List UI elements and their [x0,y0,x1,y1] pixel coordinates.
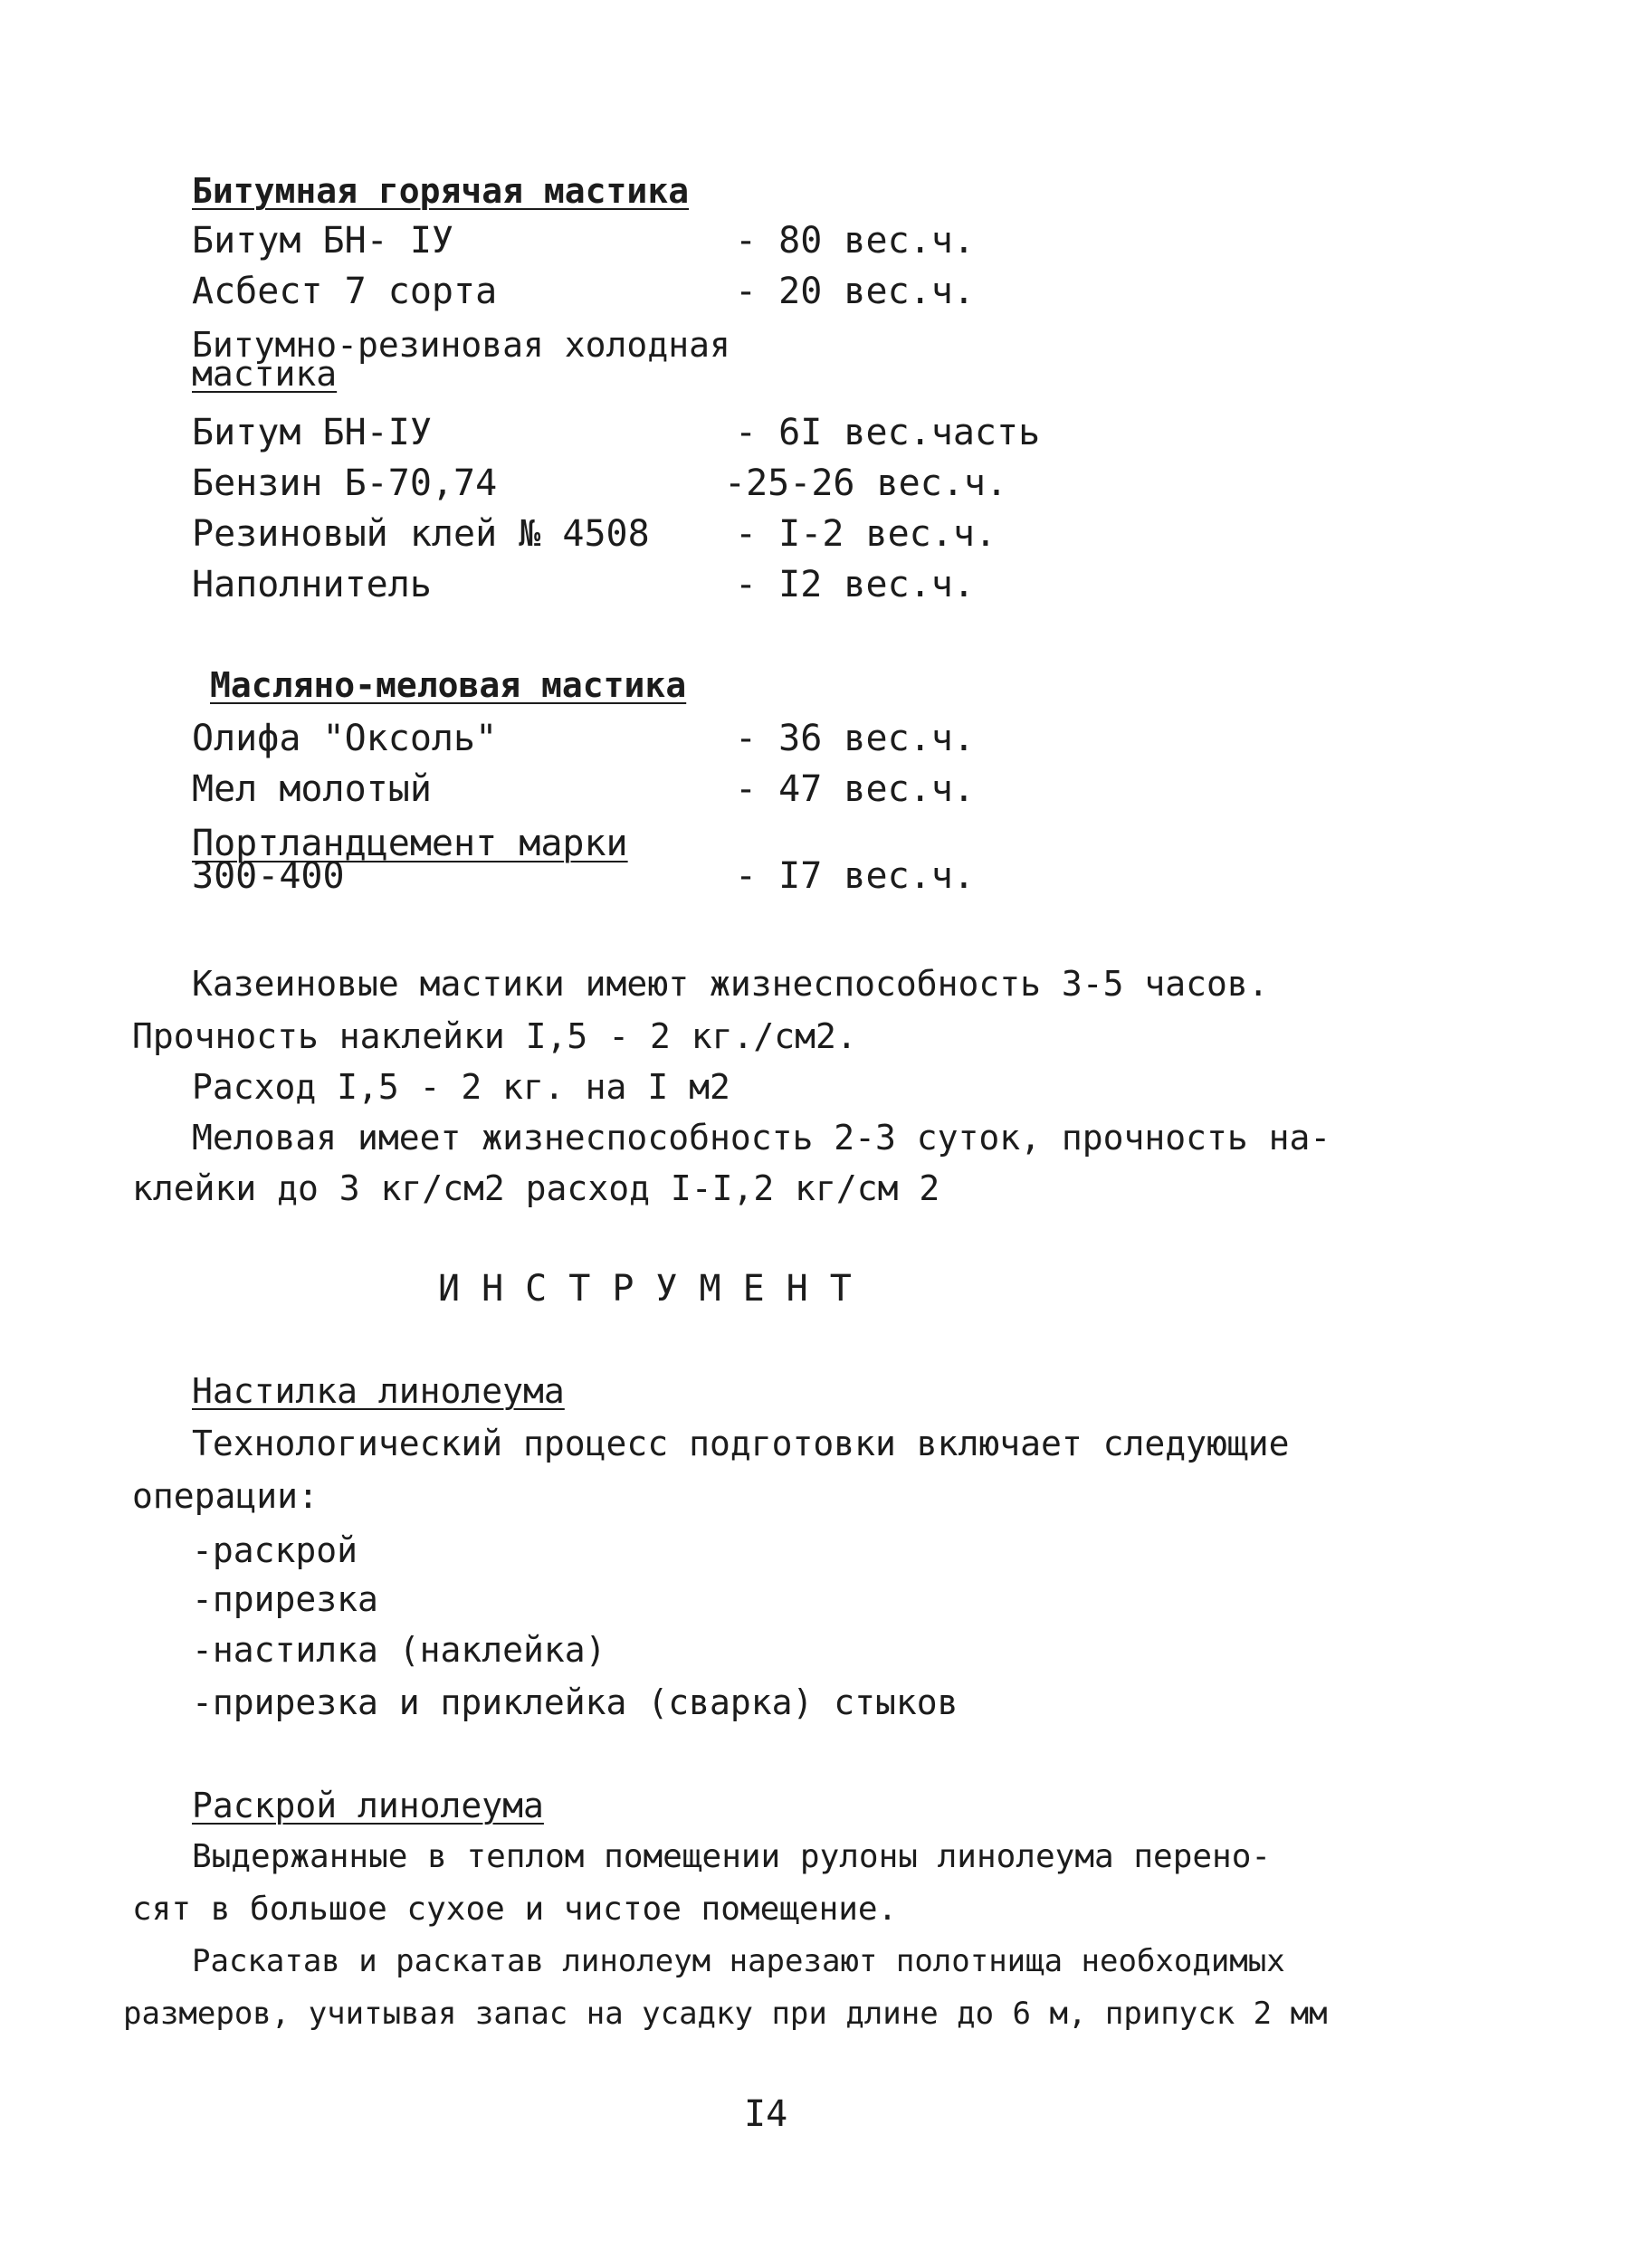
ingredient-value: - 36 вес.ч. [735,718,975,759]
ingredient-value: -25-26 вес.ч. [724,462,1008,504]
section-heading-cutting: Раскрой линолеума [192,1786,544,1825]
section-heading-bitumen-hot: Битумная горячая мастика [192,171,690,211]
ingredient-value: - I7 вес.ч. [735,855,975,897]
ingredient-name: Битум БН-IУ [192,412,432,453]
ingredient-name: Бензин Б-70,74 [192,462,498,504]
ingredient-value: - I-2 вес.ч. [735,513,997,555]
ingredient-name: Мел молотый [192,768,432,810]
ingredient-value: - 20 вес.ч. [735,271,975,312]
paragraph-line: Расход I,5 - 2 кг. на I м2 [192,1067,730,1107]
paragraph-line: Технологический процесс подготовки включает следующие [192,1424,1290,1463]
paragraph-line: Казеиновые мастики имеют жизнеспособность 3-5 часов. [192,964,1269,1004]
paragraph-line: размеров, учитывая запас на усадку при длине до 6 м, припуск 2 мм [123,1996,1328,2032]
operation-item: -настилка (наклейка) [192,1630,606,1670]
operation-item: -раскрой [192,1530,358,1570]
paragraph-line: операции: [132,1476,319,1516]
section-heading-laying: Настилка линолеума [192,1371,565,1411]
paragraph-line: клейки до 3 кг/см2 расход I-I,2 кг/см 2 [132,1168,940,1208]
ingredient-value: - 6I вес.часть [735,412,1041,453]
ingredient-value: - 80 вес.ч. [735,220,975,262]
section-heading-oil-chalk: Масляно-меловая мастика [210,665,687,705]
paragraph-line: Меловая имеет жизнеспособность 2-3 суток, прочность на- [192,1118,1331,1158]
paragraph-line: сят в большое сухое и чистое помещение. [132,1891,898,1928]
ingredient-name: Битум БН- IУ [192,220,453,262]
operation-item: -прирезка и приклейка (сварка) стыков [192,1682,959,1722]
ingredient-name: Резиновый клей № 4508 [192,513,650,555]
ingredient-name: Асбест 7 сорта [192,271,498,312]
paragraph-line: Выдержанные в теплом помещении рулоны линолеума перено- [192,1838,1272,1875]
ingredient-name: Олифа "Оксоль" [192,718,498,759]
ingredient-name: Портландцемент марки [192,823,628,864]
paragraph-line: Прочность наклейки I,5 - 2 кг./см2. [132,1016,857,1056]
section-heading-bitumen-rubber: Битумно-резиновая холодная [192,325,730,365]
ingredient-name-cont: 300-400 [192,855,345,897]
section-heading-bitumen-rubber-cont: мастика [192,354,338,394]
ingredient-name: Наполнитель [192,564,432,605]
page-number: I4 [744,2093,788,2135]
ingredient-value: - I2 вес.ч. [735,564,975,605]
section-title-instrument: ИНСТРУМЕНТ [438,1268,873,1310]
operation-item: -прирезка [192,1579,378,1619]
paragraph-line: Раскатав и раскатав линолеум нарезают полотнища необходимых [192,1943,1285,1979]
ingredient-value: - 47 вес.ч. [735,768,975,810]
